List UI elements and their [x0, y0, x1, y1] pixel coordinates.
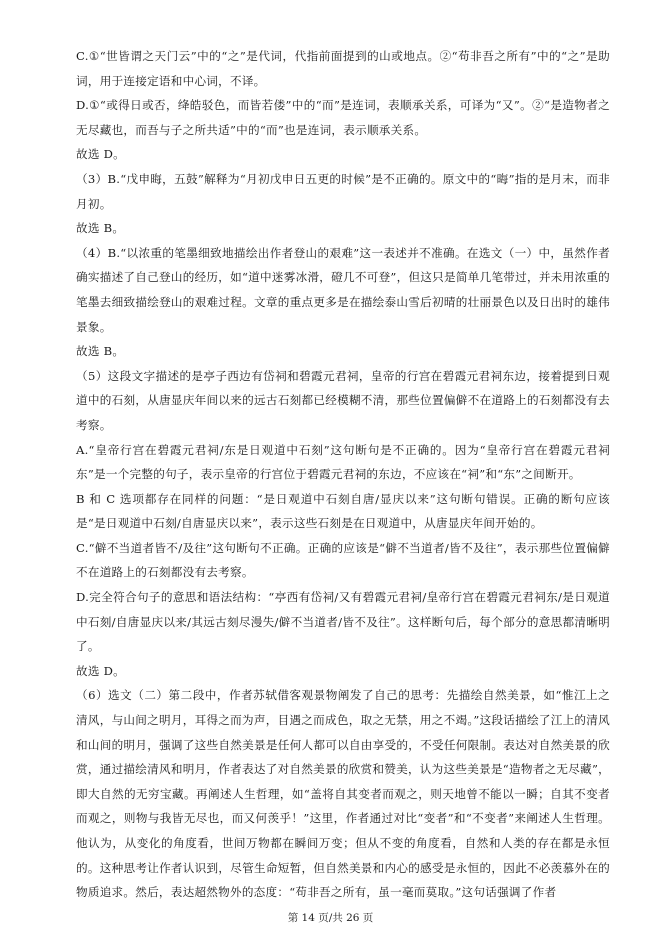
- paragraph-q5-option-d: D.完全符合句子的意思和语法结构：“亭西有岱祠/又有碧霞元君祠/皇帝行宫在碧霞元君祠东/是日观道中石刻/自唐显庆以来/其远古刻尽漫失/僻不当道者/皆不及往”。这样断句后，每个部分的意思都清晰明了。: [76, 590, 610, 654]
- paragraph-q5-option-c: C.“僻不当道者皆不/及往”这句断句不正确。正确的应该是“僻不当道者/皆不及往”，表示那些位置偏僻不在道路上的石刻都没有去考察。: [76, 540, 610, 580]
- paragraph-q4: （4）B.“以浓重的笔墨细致地描绘出作者登山的艰难”这一表述并不准确。在选文（一）中，虽然作者确实描述了自己登山的经历，如“道中迷雾冰滑，磴几不可登”，但这只是简单几笔带过，并未用浓重的笔墨去细致描绘登山的艰难过程。文章的重点更多是在描绘泰山雪后初晴的壮丽景色以及日出时的雄伟景象。: [76, 245, 610, 334]
- document-body: [76, 44, 610, 905]
- paragraph-option-d: D.①“或得日或否，绛皓驳色，而皆若偻”中的“而”是连词，表顺承关系，可译为“又”。②“是造物者之无尽藏也，而吾与子之所共适”中的“而”也是连词，表示顺承关系。: [76, 98, 610, 137]
- answer-line: 故选 B。: [76, 344, 125, 359]
- answer-line: 故选 D。: [76, 663, 126, 678]
- paragraph-q6: （6）选文（二）第二段中，作者苏轼借客观景物阐发了自己的思考：先描绘自然美景，如“惟江上之清风，与山间之明月，耳得之而为声，目遇之而成色，取之无禁，用之不竭。”这段话描绘了江上的清风和山间的明月，强调了这些自然美景是任何人都可以自由享受的，不受任何限制。表达对自然美景的欣赏，通过描绘清风和明月，作者表达了对自然美景的欣赏和赞美，认为这些美景是“造物者之无尽藏”，即大自然的无穷宝藏。再阐述人生哲理，如“盖将自其变者而观之，则天地曾不能以一瞬；自其不变者而观之，则物与我皆无尽也，而又何羡乎！”这里，作者通过对比“变者”和“不变者”来阐述人生哲理。他认为，从变化的角度看，世间万物都在瞬间万变；但从不变的角度看，自然和人类的存在都是永恒的。这种思考让作者认识到，尽管生命短暂，但自然美景和内心的感受是永恒的，因此不必羡慕外在的物质追求。然后，表达超然物外的态度：“苟非吾之所有，虽一毫而莫取。”这句话强调了作者: [76, 688, 610, 900]
- paragraph-q3: （3）B.“戊申晦，五鼓”解释为“月初戊申日五更的时候”是不正确的。原文中的“晦”指的是月末，而非月初。: [76, 171, 610, 211]
- page-number: 第 14 页/共 26 页: [287, 912, 374, 924]
- paragraph-q5-option-a: A.“皇帝行宫在碧霞元君祠/东是日观道中石刻”这句断句是不正确的。因为“皇帝行宫在碧霞元君祠东”是一个完整的句子，表示皇帝的行宫位于碧霞元君祠的东边，不应该在“祠”和“东”之间断开。: [76, 442, 610, 482]
- paragraph-q5-option-bc: B 和 C 选项都存在同样的问题：“是日观道中石刻自唐/显庆以来”这句断句错误。正确的断句应该是“是日观道中石刻/自唐显庆以来”，表示这些石刻是在日观道中，从唐显庆年间开始的。: [76, 491, 610, 531]
- paragraph-q5: （5）这段文字描述的是亭子西边有岱祠和碧霞元君祠，皇帝的行宫在碧霞元君祠东边，接着提到日观道中的石刻，从唐显庆年间以来的远古石刻都已经模糊不清，那些位置偏僻不在道路上的石刻都没有去考察。: [76, 368, 610, 432]
- answer-line: 故选 B。: [76, 221, 125, 236]
- answer-line: 故选 D。: [76, 147, 126, 162]
- paragraph-option-c: C.①“世皆谓之天门云”中的“之”是代词，代指前面提到的山或地点。②“苟非吾之所有”中的“之”是助词，用于连接定语和中心词，不译。: [76, 49, 610, 88]
